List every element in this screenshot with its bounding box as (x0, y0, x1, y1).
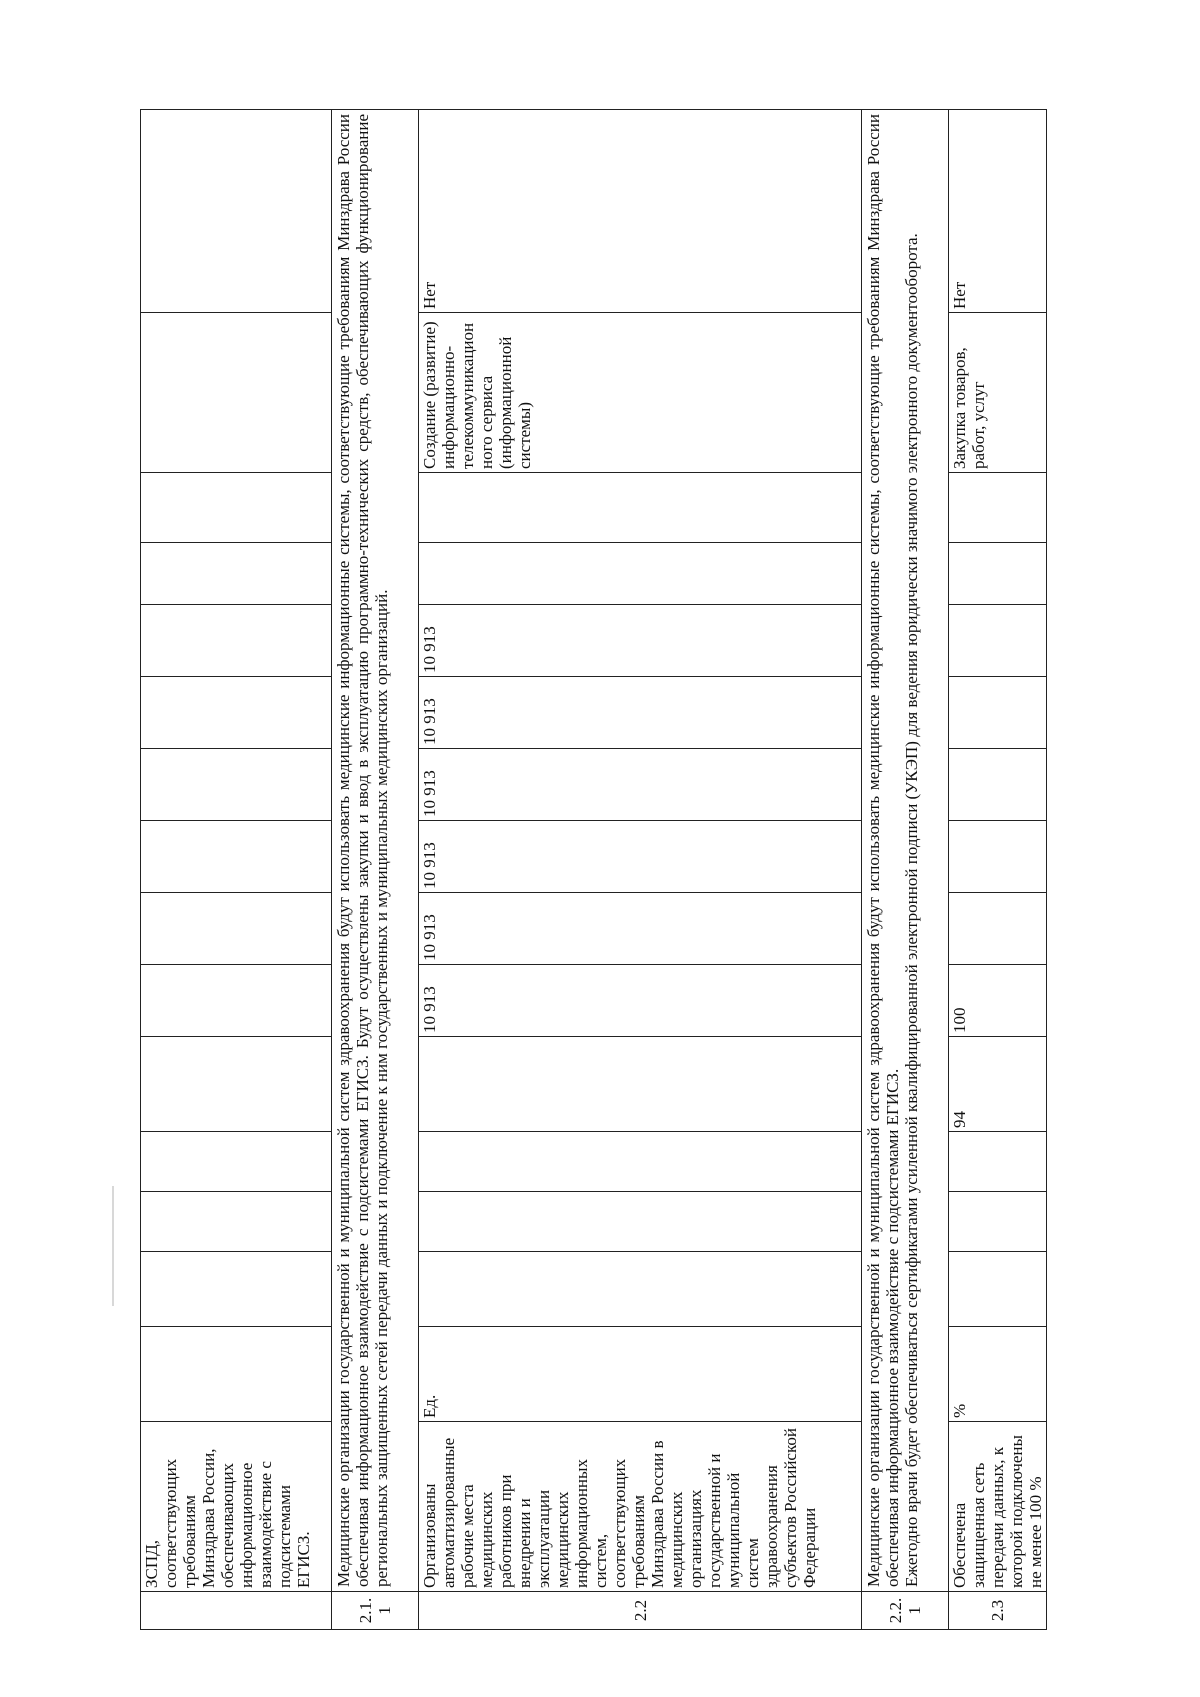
value-cell: 10 913 (419, 677, 862, 749)
row-number-cell: 2.3 (949, 1592, 1047, 1630)
description-cell (862, 110, 949, 1592)
project-results-table (140, 109, 1047, 1630)
value-cell: 10 913 (419, 749, 862, 821)
table-row (862, 110, 949, 1630)
measure-type-cell: Создание (развитие) информационно-телекоммуникационного сервиса (информационной системы) (419, 313, 862, 473)
value-cell: 10 913 (419, 605, 862, 677)
result-name-cell: Обеспечена защищенная сеть передачи данных, к которой подключены не менее 100 % (949, 1422, 1047, 1592)
value-cell: 100 (949, 965, 1047, 1037)
value-cell: 10 913 (419, 965, 862, 1037)
unit-cell: Ед. (419, 1327, 862, 1422)
description-paragraph: Ежегодно врачи будет обеспечиваться сертификатами усиленной квалифицированной электронной подписи (УКЭП) для ведения юридически значимого электронного документооборота. (902, 233, 921, 1587)
flag-cell: Нет (419, 110, 862, 313)
rotated-table-sheet (140, 114, 1045, 1630)
value-cell: 10 913 (419, 893, 862, 965)
table-row (332, 110, 419, 1630)
table-row (419, 110, 862, 1630)
value-cell: 94 (949, 1037, 1047, 1132)
result-name-cell: ЗСПД, соответствующих требованиям Минздрава России, обеспечивающих информационное взаимодействие с подсистемами ЕГИСЗ. (141, 1422, 332, 1592)
value-cell: 10 913 (419, 821, 862, 893)
row-number-cell (141, 1592, 332, 1630)
unit-cell: % (949, 1327, 1047, 1422)
scan-margin-mark (112, 1186, 114, 1306)
row-number-cell: 2.1.1 (332, 1592, 419, 1630)
description-cell: Медицинские организации государственной и муниципальной систем здравоохранения будут использовать медицинские информационные системы, соответствующие требованиям Минздрава России обеспечивая информационное взаимодействие с подсистемами ЕГИСЗ. Будут осуществлены закупки и ввод в эксплуатацию программно-технических средств, обеспечивающих функционирование региональных защищенных сетей передачи данных и подключение к ним государственных и муниципальных медицинских организаций. (332, 110, 419, 1592)
result-name-cell: Организованы автоматизированные рабочие места медицинских работников при внедрении и эксплуатации медицинских информационных систем, соответствующих требованиям Минздрава России в медицинских организациях государственной и муниципальной систем здравоохранения субъектов Российской Федерации (419, 1422, 862, 1592)
measure-type-cell: Закупка товаров, работ, услуг (949, 313, 1047, 473)
flag-cell: Нет (949, 110, 1047, 313)
table-row (949, 110, 1047, 1630)
row-number-cell: 2.2.1 (862, 1592, 949, 1630)
table-row (141, 110, 332, 1630)
description-paragraph: Медицинские организации государственной и муниципальной систем здравоохранения будут использовать медицинские информационные системы, соответствующие требованиям Минздрава России обеспечивая информационное взаимодействие с подсистемами ЕГИСЗ. (864, 114, 902, 1587)
row-number-cell: 2.2 (419, 1592, 862, 1630)
